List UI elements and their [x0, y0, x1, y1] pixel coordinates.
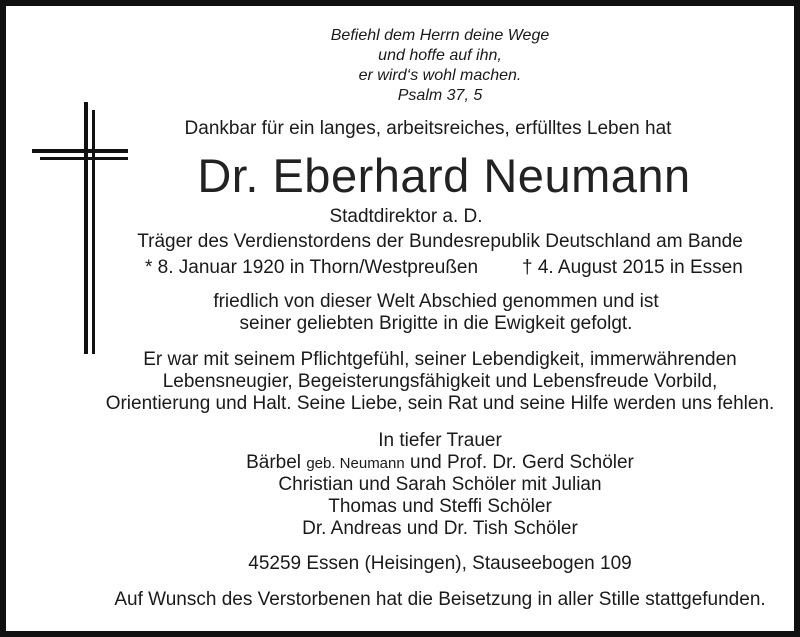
mourners-line-2: Christian und Sarah Schöler mit Julian	[278, 474, 602, 495]
verse-line-2: und hoffe auf ihn,	[378, 47, 502, 64]
verse-line-1: Befiehl dem Herrn deine Wege	[330, 27, 550, 44]
farewell-line-1: friedlich von dieser Welt Abschied genommen und ist	[213, 291, 659, 312]
maiden-name: geb. Neumann	[306, 455, 405, 472]
tribute-line-2: Lebensneugier, Begeisterungsfähigkeit und Lebensfreude Vorbild,	[162, 371, 718, 392]
deceased-title: Stadtdirektor a. D.	[329, 206, 483, 227]
farewell-line-2: seiner geliebten Brigitte in die Ewigkeit gefolgt.	[239, 313, 633, 334]
mourners-line-1	[40, 452, 800, 475]
closing-text: Auf Wunsch des Verstorbenen hat die Beisetzung in aller Stille stattgefunden.	[114, 589, 766, 610]
death-date: † 4. August 2015 in Essen	[522, 257, 743, 278]
verse-line-3: er wird‘s wohl machen.	[358, 67, 522, 84]
birth-date: * 8. Januar 1920 in Thorn/Westpreußen	[145, 257, 479, 278]
mourner-name: Bärbel	[246, 452, 302, 473]
honor-text: Träger des Verdienstordens der Bundesrepublik Deutschland am Bande	[137, 231, 743, 252]
mourners-line-4: Dr. Andreas und Dr. Tish Schöler	[302, 518, 578, 539]
tribute-line-3: Orientierung und Halt. Seine Liebe, sein Rat und seine Hilfe werden uns fehlen.	[105, 393, 775, 414]
intro-text: Dankbar für ein langes, arbeitsreiches, erfülltes Leben hat	[184, 118, 672, 139]
mourner-partner: und Prof. Dr. Gerd Schöler	[410, 452, 634, 473]
mourners-heading: In tiefer Trauer	[378, 430, 502, 451]
mourners-line-3: Thomas und Steffi Schöler	[328, 496, 552, 517]
verse-reference: Psalm 37, 5	[397, 87, 483, 104]
address: 45259 Essen (Heisingen), Stauseebogen 109	[248, 553, 632, 574]
deceased-name: Dr. Eberhard Neumann	[197, 149, 691, 202]
tribute-line-1: Er war mit seinem Pflichtgefühl, seiner Lebendigkeit, immerwährenden	[143, 349, 737, 370]
